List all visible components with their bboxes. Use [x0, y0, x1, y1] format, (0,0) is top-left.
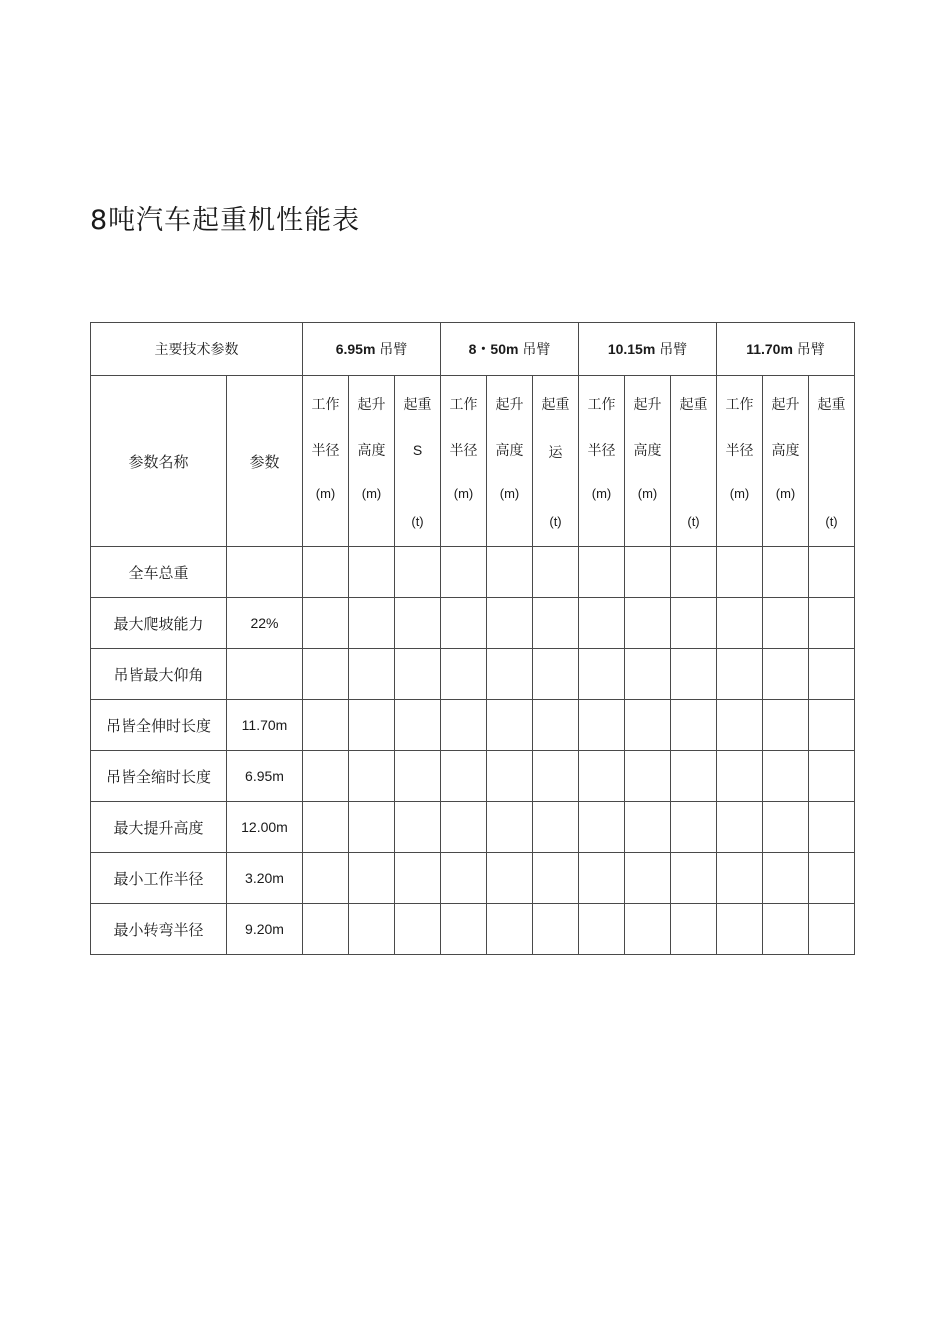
empty-cell [671, 598, 717, 649]
subheader-text: 高度 [495, 443, 524, 459]
row-label: 最大提升高度 [91, 802, 227, 853]
empty-cell [395, 853, 441, 904]
row-value: 11.70m [227, 700, 303, 751]
subheader-text: S [412, 442, 423, 458]
empty-cell [349, 751, 395, 802]
subheader-text: (m) [729, 486, 750, 501]
subheader-text: (m) [453, 486, 474, 501]
row-value: 22% [227, 598, 303, 649]
subheader-text: 起重 [403, 397, 432, 413]
radius-header [303, 376, 349, 547]
empty-cell [533, 649, 579, 700]
empty-cell [717, 547, 763, 598]
row-value: 12.00m [227, 802, 303, 853]
table-header-row [91, 323, 855, 376]
subheader-text: (m) [637, 486, 658, 501]
empty-cell [441, 904, 487, 955]
empty-cell [763, 904, 809, 955]
table-row [91, 547, 855, 598]
empty-cell [579, 547, 625, 598]
boom-group-header: 11.70m 吊臂 [717, 323, 855, 376]
empty-cell [349, 904, 395, 955]
empty-cell [625, 751, 671, 802]
empty-cell [671, 853, 717, 904]
param-name-header: 参数名称 [91, 376, 227, 547]
empty-cell [625, 904, 671, 955]
empty-cell [441, 598, 487, 649]
subheader-text: 工作 [449, 397, 478, 413]
empty-cell [303, 802, 349, 853]
table-subheader-row [91, 376, 855, 547]
table-row [91, 700, 855, 751]
empty-cell [579, 802, 625, 853]
empty-cell [349, 649, 395, 700]
empty-cell [395, 649, 441, 700]
empty-cell [809, 598, 855, 649]
empty-cell [579, 649, 625, 700]
radius-header [717, 376, 763, 547]
subheader-text: (t) [825, 514, 838, 529]
subheader-text: 起升 [495, 397, 524, 413]
empty-cell [579, 853, 625, 904]
load-header [395, 376, 441, 547]
subheader-text: (t) [687, 514, 700, 529]
table-row [91, 649, 855, 700]
empty-cell [579, 598, 625, 649]
table-row [91, 802, 855, 853]
subheader-text: (t) [411, 514, 424, 529]
subheader-text: (m) [775, 486, 796, 501]
empty-cell [487, 802, 533, 853]
empty-cell [809, 853, 855, 904]
empty-cell [579, 700, 625, 751]
empty-cell [809, 904, 855, 955]
row-value [227, 649, 303, 700]
subheader-text: 工作 [311, 397, 340, 413]
empty-cell [533, 598, 579, 649]
subheader-text: 工作 [587, 397, 616, 413]
empty-cell [717, 700, 763, 751]
empty-cell [809, 649, 855, 700]
empty-cell [579, 751, 625, 802]
empty-cell [349, 598, 395, 649]
empty-cell [671, 904, 717, 955]
empty-cell [349, 802, 395, 853]
subheader-text: (t) [549, 514, 562, 529]
empty-cell [395, 598, 441, 649]
empty-cell [441, 802, 487, 853]
subheader-text: 半径 [449, 443, 478, 459]
empty-cell [625, 853, 671, 904]
subheader-text: 高度 [633, 443, 662, 459]
load-header [809, 376, 855, 547]
row-value: 6.95m [227, 751, 303, 802]
row-value [227, 547, 303, 598]
table-row [91, 751, 855, 802]
empty-cell [625, 649, 671, 700]
subheader-text: 半径 [587, 443, 616, 459]
subheader-text: 运 [548, 444, 563, 460]
subheader-text: (m) [315, 486, 336, 501]
subheader-text: 起升 [771, 397, 800, 413]
empty-cell [625, 700, 671, 751]
empty-cell [809, 751, 855, 802]
subheader-text: (m) [591, 486, 612, 501]
empty-cell [763, 700, 809, 751]
empty-cell [533, 853, 579, 904]
row-label: 最小转弯半径 [91, 904, 227, 955]
empty-cell [303, 598, 349, 649]
radius-header [579, 376, 625, 547]
radius-header [441, 376, 487, 547]
height-header [487, 376, 533, 547]
boom-group-header: 6.95m 吊臂 [303, 323, 441, 376]
empty-cell [717, 802, 763, 853]
empty-cell [349, 547, 395, 598]
load-header [533, 376, 579, 547]
empty-cell [349, 853, 395, 904]
empty-cell [579, 904, 625, 955]
empty-cell [395, 547, 441, 598]
empty-cell [533, 751, 579, 802]
empty-cell [395, 802, 441, 853]
row-label: 最小工作半径 [91, 853, 227, 904]
empty-cell [763, 853, 809, 904]
empty-cell [487, 547, 533, 598]
row-value: 9.20m [227, 904, 303, 955]
empty-cell [763, 598, 809, 649]
empty-cell [533, 700, 579, 751]
height-header [349, 376, 395, 547]
empty-cell [303, 751, 349, 802]
height-header [625, 376, 671, 547]
subheader-text: 工作 [725, 397, 754, 413]
table-row [91, 598, 855, 649]
empty-cell [717, 853, 763, 904]
empty-cell [487, 700, 533, 751]
subheader-text: 高度 [357, 443, 386, 459]
row-label: 全车总重 [91, 547, 227, 598]
empty-cell [763, 547, 809, 598]
empty-cell [717, 649, 763, 700]
empty-cell [717, 904, 763, 955]
empty-cell [809, 802, 855, 853]
boom-group-header: 10.15m 吊臂 [579, 323, 717, 376]
empty-cell [763, 751, 809, 802]
empty-cell [717, 598, 763, 649]
empty-cell [303, 853, 349, 904]
empty-cell [671, 700, 717, 751]
row-value: 3.20m [227, 853, 303, 904]
height-header [763, 376, 809, 547]
empty-cell [625, 802, 671, 853]
main-params-header: 主要技术参数 [91, 323, 303, 376]
empty-cell [487, 598, 533, 649]
empty-cell [717, 751, 763, 802]
subheader-text: 起重 [541, 397, 570, 413]
empty-cell [625, 598, 671, 649]
empty-cell [303, 547, 349, 598]
empty-cell [395, 700, 441, 751]
empty-cell [671, 751, 717, 802]
empty-cell [487, 904, 533, 955]
empty-cell [349, 700, 395, 751]
empty-cell [671, 802, 717, 853]
row-label: 吊皆全伸时长度 [91, 700, 227, 751]
row-label: 吊皆全缩时长度 [91, 751, 227, 802]
subheader-text: 半径 [725, 443, 754, 459]
subheader-text: 起升 [357, 397, 386, 413]
empty-cell [671, 547, 717, 598]
crane-performance-table [90, 322, 855, 955]
empty-cell [809, 547, 855, 598]
subheader-text: 起重 [679, 397, 708, 413]
empty-cell [441, 547, 487, 598]
empty-cell [441, 853, 487, 904]
table-row [91, 904, 855, 955]
empty-cell [809, 700, 855, 751]
empty-cell [533, 904, 579, 955]
empty-cell [671, 649, 717, 700]
document-title: 8吨汽车起重机性能表 [90, 205, 361, 236]
boom-group-header: 8・50m 吊臂 [441, 323, 579, 376]
empty-cell [303, 649, 349, 700]
empty-cell [395, 904, 441, 955]
empty-cell [533, 802, 579, 853]
empty-cell [303, 904, 349, 955]
empty-cell [303, 700, 349, 751]
subheader-text: (m) [499, 486, 520, 501]
subheader-text: 起升 [633, 397, 662, 413]
subheader-text: (m) [361, 486, 382, 501]
param-value-header: 参数 [227, 376, 303, 547]
table-row [91, 853, 855, 904]
load-header [671, 376, 717, 547]
empty-cell [533, 547, 579, 598]
row-label: 最大爬坡能力 [91, 598, 227, 649]
empty-cell [395, 751, 441, 802]
empty-cell [441, 700, 487, 751]
empty-cell [487, 751, 533, 802]
row-label: 吊皆最大仰角 [91, 649, 227, 700]
empty-cell [441, 751, 487, 802]
subheader-text: 半径 [311, 443, 340, 459]
empty-cell [763, 649, 809, 700]
empty-cell [625, 547, 671, 598]
empty-cell [763, 802, 809, 853]
empty-cell [487, 853, 533, 904]
empty-cell [487, 649, 533, 700]
subheader-text: 高度 [771, 443, 800, 459]
empty-cell [441, 649, 487, 700]
subheader-text: 起重 [817, 397, 846, 413]
